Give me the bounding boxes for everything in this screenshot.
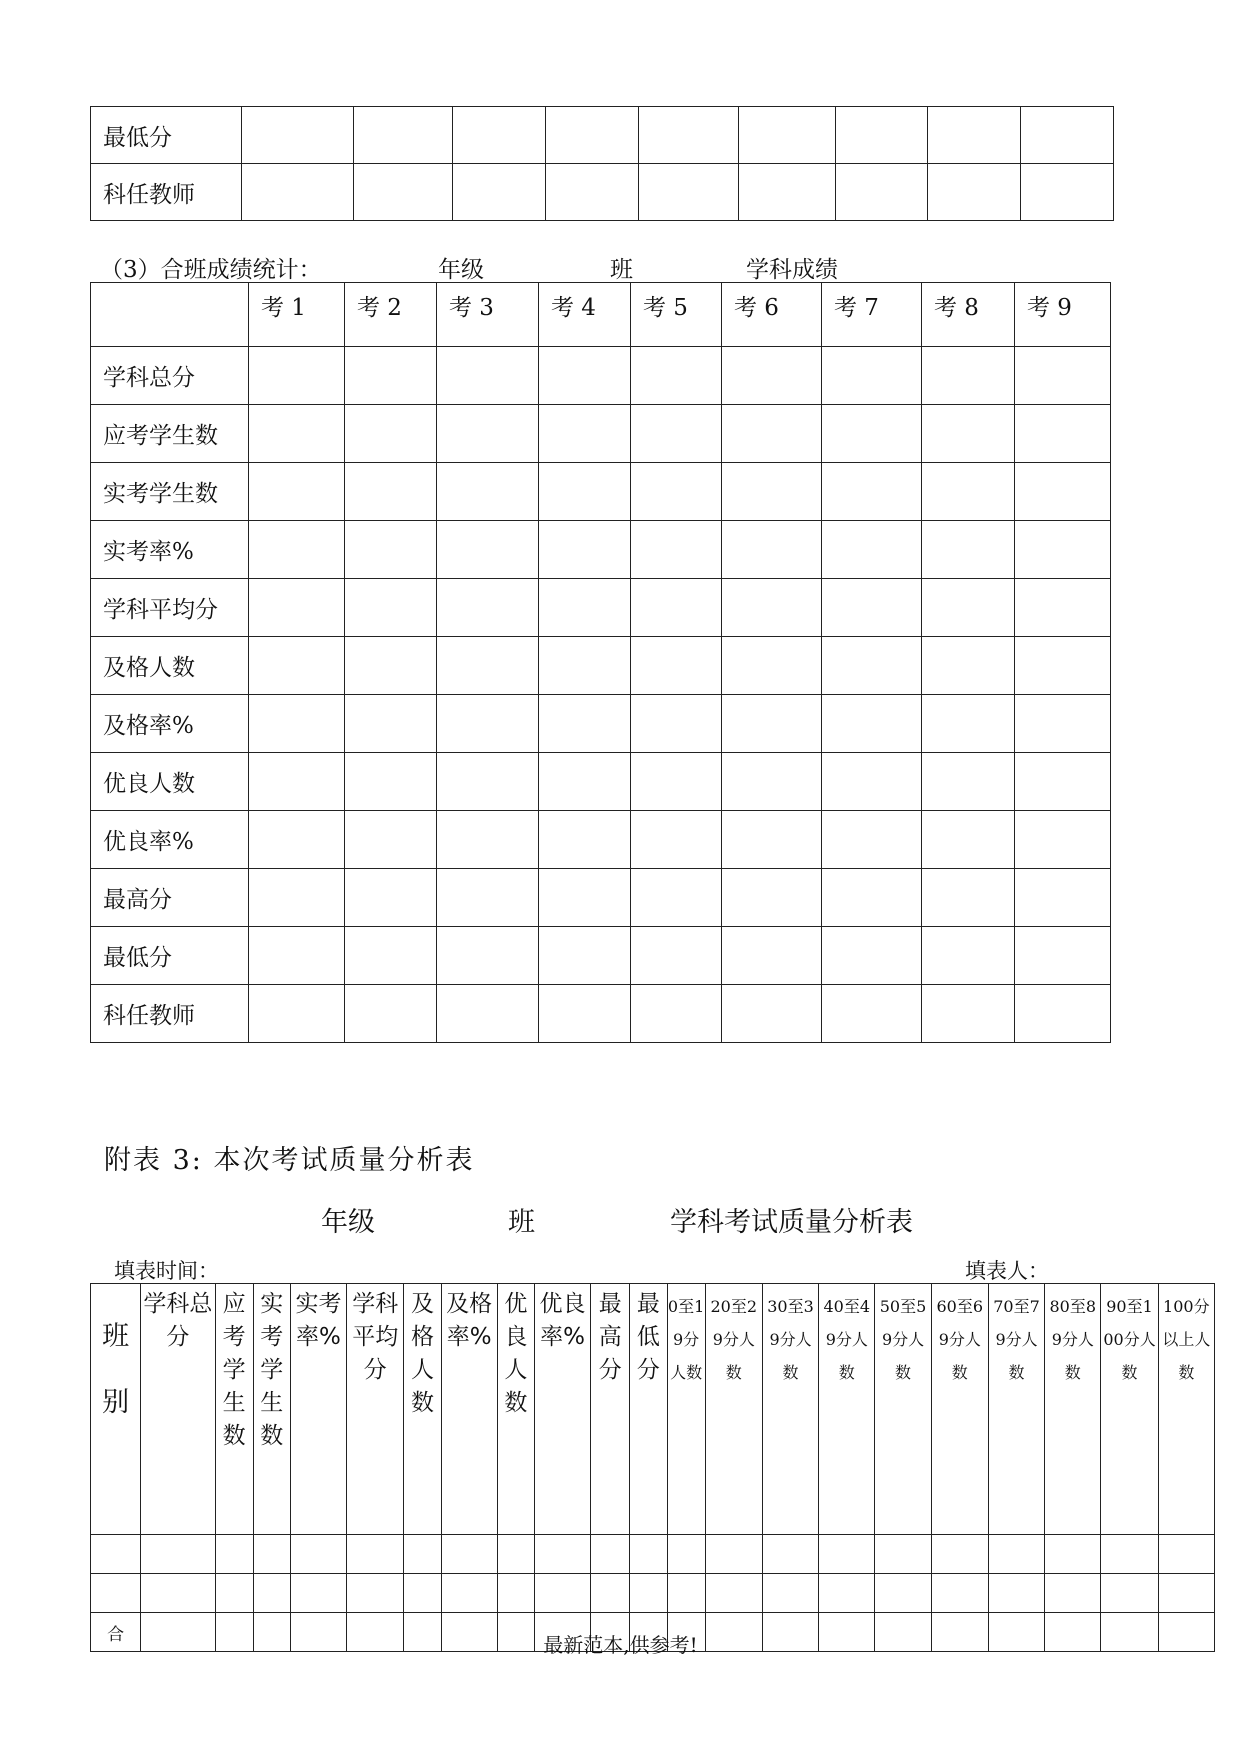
score-range-header: 50至59分人数 <box>875 1284 931 1535</box>
quality-cell[interactable] <box>253 1574 290 1613</box>
stats-cell[interactable] <box>345 463 437 521</box>
stats-cell[interactable] <box>249 927 345 985</box>
exam-header: 考 5 <box>631 283 722 347</box>
score-cell[interactable] <box>545 107 638 164</box>
stats-cell[interactable] <box>631 579 722 637</box>
table-row <box>91 695 1111 753</box>
stats-cell[interactable] <box>631 463 722 521</box>
quality-header: 及格人数 <box>404 1284 441 1535</box>
exam-header: 考 7 <box>822 283 922 347</box>
quality-cell[interactable] <box>667 1574 705 1613</box>
quality-header: 及格率% <box>441 1284 497 1535</box>
score-cell[interactable] <box>738 107 835 164</box>
stats-cell[interactable] <box>631 927 722 985</box>
exam-header: 考 2 <box>345 283 437 347</box>
score-cell[interactable] <box>241 164 353 221</box>
stats-cell[interactable] <box>922 869 1015 927</box>
stats-cell[interactable] <box>822 463 922 521</box>
table-header-row <box>91 283 1111 347</box>
quality-cell[interactable] <box>1045 1535 1101 1574</box>
score-cell[interactable] <box>452 107 545 164</box>
stats-cell[interactable] <box>822 579 922 637</box>
stats-cell[interactable] <box>539 347 631 405</box>
stats-cell[interactable] <box>1015 753 1111 811</box>
quality-class-label: 班 <box>508 1207 535 1238</box>
quality-cell[interactable] <box>762 1535 818 1574</box>
stats-cell[interactable] <box>722 405 822 463</box>
quality-cell[interactable] <box>988 1574 1044 1613</box>
exam-header: 考 3 <box>437 283 539 347</box>
stats-cell[interactable] <box>722 927 822 985</box>
table-row <box>91 579 1111 637</box>
top-score-table <box>90 106 1114 221</box>
stats-cell[interactable] <box>922 347 1015 405</box>
stats-cell[interactable] <box>631 637 722 695</box>
stats-cell[interactable] <box>822 521 922 579</box>
table-row <box>91 753 1111 811</box>
score-range-header: 80至89分人数 <box>1045 1284 1101 1535</box>
stats-cell[interactable] <box>345 695 437 753</box>
score-cell[interactable] <box>835 164 927 221</box>
score-cell[interactable] <box>835 107 927 164</box>
footer-note: 最新范本,供参考! <box>543 1633 698 1657</box>
class-stats-table <box>90 282 1111 1043</box>
quality-cell[interactable] <box>1045 1574 1101 1613</box>
stats-cell[interactable] <box>539 985 631 1043</box>
score-cell[interactable] <box>545 164 638 221</box>
stats-cell[interactable] <box>631 811 722 869</box>
stats-cell[interactable] <box>922 811 1015 869</box>
quality-cell[interactable] <box>404 1535 441 1574</box>
score-cell[interactable] <box>638 164 738 221</box>
corner-cell <box>91 283 249 347</box>
quality-cell[interactable] <box>819 1574 875 1613</box>
table-row <box>91 1574 1215 1613</box>
stats-cell[interactable] <box>249 347 345 405</box>
stats-cell[interactable] <box>722 695 822 753</box>
stats-cell[interactable] <box>249 405 345 463</box>
quality-header: 实考率% <box>290 1284 346 1535</box>
stats-cell[interactable] <box>1015 985 1111 1043</box>
score-range-header: 0至19分人数 <box>667 1284 705 1535</box>
score-cell[interactable] <box>1020 107 1113 164</box>
quality-cell[interactable] <box>705 1535 762 1574</box>
stats-cell[interactable] <box>539 463 631 521</box>
stats-subject-label: 学科成绩 <box>746 257 838 283</box>
stats-cell[interactable] <box>631 985 722 1043</box>
stats-cell[interactable] <box>345 753 437 811</box>
quality-cell[interactable] <box>441 1574 497 1613</box>
exam-header: 考 6 <box>722 283 822 347</box>
score-cell[interactable] <box>738 164 835 221</box>
quality-cell[interactable] <box>591 1535 630 1574</box>
quality-cell[interactable] <box>441 1535 497 1574</box>
quality-cell[interactable] <box>591 1574 630 1613</box>
stats-cell[interactable] <box>631 869 722 927</box>
stats-cell[interactable] <box>722 985 822 1043</box>
exam-header: 考 8 <box>922 283 1015 347</box>
score-cell[interactable] <box>927 164 1020 221</box>
table-row <box>91 107 1114 164</box>
quality-cell[interactable] <box>534 1535 590 1574</box>
quality-cell[interactable] <box>667 1535 705 1574</box>
stats-cell[interactable] <box>345 405 437 463</box>
row-label: 学科总分 <box>91 347 249 405</box>
row-label: 科任教师 <box>91 164 242 221</box>
stats-cell[interactable] <box>249 753 345 811</box>
stats-cell[interactable] <box>922 927 1015 985</box>
stats-cell[interactable] <box>249 695 345 753</box>
table-row <box>91 811 1111 869</box>
stats-cell[interactable] <box>345 927 437 985</box>
stats-cell[interactable] <box>922 463 1015 521</box>
table-row <box>91 869 1111 927</box>
stats-cell[interactable] <box>922 753 1015 811</box>
stats-cell[interactable] <box>822 695 922 753</box>
stats-cell[interactable] <box>345 347 437 405</box>
table-header-row <box>91 1284 1215 1535</box>
quality-cell[interactable] <box>1158 1574 1214 1613</box>
stats-cell[interactable] <box>1015 463 1111 521</box>
stats-cell[interactable] <box>1015 927 1111 985</box>
stats-cell[interactable] <box>249 579 345 637</box>
stats-cell[interactable] <box>249 463 345 521</box>
stats-cell[interactable] <box>249 985 345 1043</box>
score-range-header: 40至49分人数 <box>819 1284 875 1535</box>
stats-cell[interactable] <box>345 869 437 927</box>
quality-cell[interactable] <box>91 1535 141 1574</box>
row-label: 及格人数 <box>91 637 249 695</box>
stats-cell[interactable] <box>631 521 722 579</box>
score-cell[interactable] <box>353 107 452 164</box>
quality-header: 应考学生数 <box>215 1284 253 1535</box>
stats-cell[interactable] <box>1015 347 1111 405</box>
stats-cell[interactable] <box>1015 637 1111 695</box>
stats-cell[interactable] <box>822 347 922 405</box>
quality-cell[interactable] <box>347 1535 404 1574</box>
stats-cell[interactable] <box>822 405 922 463</box>
row-label: 最低分 <box>91 927 249 985</box>
quality-header: 优良率% <box>534 1284 590 1535</box>
stats-cell[interactable] <box>1015 405 1111 463</box>
stats-cell[interactable] <box>822 811 922 869</box>
stats-cell[interactable] <box>722 347 822 405</box>
stats-cell[interactable] <box>1015 811 1111 869</box>
stats-cell[interactable] <box>922 985 1015 1043</box>
stats-cell[interactable] <box>722 463 822 521</box>
row-label: 实考率% <box>91 521 249 579</box>
row-label: 最高分 <box>91 869 249 927</box>
stats-cell[interactable] <box>539 927 631 985</box>
quality-cell[interactable] <box>875 1535 931 1574</box>
stats-cell[interactable] <box>822 927 922 985</box>
stats-cell[interactable] <box>922 405 1015 463</box>
quality-cell[interactable] <box>404 1574 441 1613</box>
stats-cell[interactable] <box>922 579 1015 637</box>
stats-cell[interactable] <box>539 695 631 753</box>
stats-cell[interactable] <box>249 521 345 579</box>
quality-cell[interactable] <box>497 1535 534 1574</box>
quality-header: 最低分 <box>630 1284 667 1535</box>
stats-cell[interactable] <box>345 579 437 637</box>
table-row <box>91 1535 1215 1574</box>
stats-cell[interactable] <box>345 521 437 579</box>
row-label: 优良人数 <box>91 753 249 811</box>
stats-cell[interactable] <box>249 869 345 927</box>
quality-cell[interactable] <box>875 1574 931 1613</box>
stats-cell[interactable] <box>539 753 631 811</box>
stats-cell[interactable] <box>437 869 539 927</box>
quality-cell[interactable] <box>705 1574 762 1613</box>
row-label: 应考学生数 <box>91 405 249 463</box>
row-label: 及格率% <box>91 695 249 753</box>
stats-cell[interactable] <box>631 695 722 753</box>
stats-cell[interactable] <box>539 811 631 869</box>
stats-cell[interactable] <box>822 985 922 1043</box>
stats-cell[interactable] <box>437 579 539 637</box>
quality-cell[interactable] <box>141 1574 215 1613</box>
stats-title-text: （3）合班成绩统计： <box>100 257 322 283</box>
score-range-header: 100分以上人数 <box>1158 1284 1214 1535</box>
score-cell[interactable] <box>241 107 353 164</box>
stats-cell[interactable] <box>437 637 539 695</box>
quality-cell[interactable] <box>819 1535 875 1574</box>
stats-cell[interactable] <box>722 869 822 927</box>
row-label: 最低分 <box>91 107 242 164</box>
row-label: 科任教师 <box>91 985 249 1043</box>
stats-cell[interactable] <box>437 405 539 463</box>
stats-cell[interactable] <box>539 637 631 695</box>
table-row <box>91 927 1111 985</box>
stats-cell[interactable] <box>722 521 822 579</box>
score-cell[interactable] <box>638 107 738 164</box>
stats-cell[interactable] <box>822 869 922 927</box>
quality-cell[interactable] <box>1101 1535 1158 1574</box>
row-label: 学科平均分 <box>91 579 249 637</box>
stats-cell[interactable] <box>631 347 722 405</box>
stats-cell[interactable] <box>437 811 539 869</box>
exam-header: 考 1 <box>249 283 345 347</box>
stats-cell[interactable] <box>922 521 1015 579</box>
row-label: 优良率% <box>91 811 249 869</box>
stats-cell[interactable] <box>1015 869 1111 927</box>
stats-cell[interactable] <box>345 811 437 869</box>
stats-cell[interactable] <box>922 695 1015 753</box>
quality-cell[interactable] <box>215 1574 253 1613</box>
stats-cell[interactable] <box>822 637 922 695</box>
table-row <box>91 985 1111 1043</box>
stats-cell[interactable] <box>345 637 437 695</box>
score-range-header: 90至100分人数 <box>1101 1284 1158 1535</box>
stats-cell[interactable] <box>722 811 822 869</box>
quality-subject-label: 学科考试质量分析表 <box>670 1207 913 1238</box>
exam-header: 考 9 <box>1015 283 1111 347</box>
stats-cell[interactable] <box>539 405 631 463</box>
table-row <box>91 637 1111 695</box>
quality-cell[interactable] <box>215 1535 253 1574</box>
stats-class-label: 班 <box>610 257 633 283</box>
stats-cell[interactable] <box>437 753 539 811</box>
quality-cell[interactable] <box>141 1535 215 1574</box>
score-cell[interactable] <box>452 164 545 221</box>
score-range-header: 30至39分人数 <box>762 1284 818 1535</box>
stats-cell[interactable] <box>539 579 631 637</box>
stats-cell[interactable] <box>631 753 722 811</box>
fill-time-label: 填表时间： <box>114 1259 219 1283</box>
table-row <box>91 164 1114 221</box>
exam-header: 考 4 <box>539 283 631 347</box>
quality-header: 学科平均分 <box>347 1284 404 1535</box>
quality-cell[interactable] <box>253 1535 290 1574</box>
table-row <box>91 347 1111 405</box>
quality-header: 最高分 <box>591 1284 630 1535</box>
stats-cell[interactable] <box>437 347 539 405</box>
quality-header: 学科总分 <box>141 1284 215 1535</box>
table-row <box>91 521 1111 579</box>
class-header: 班别 <box>91 1284 141 1535</box>
stats-cell[interactable] <box>345 985 437 1043</box>
quality-analysis-table <box>90 1283 1215 1652</box>
score-cell[interactable] <box>927 107 1020 164</box>
stats-cell[interactable] <box>249 637 345 695</box>
stats-cell[interactable] <box>1015 521 1111 579</box>
stats-cell[interactable] <box>539 521 631 579</box>
score-cell[interactable] <box>1020 164 1113 221</box>
table-row <box>91 463 1111 521</box>
stats-grade-label: 年级 <box>438 257 484 283</box>
score-cell[interactable] <box>353 164 452 221</box>
quality-cell[interactable] <box>630 1535 667 1574</box>
stats-cell[interactable] <box>722 637 822 695</box>
stats-cell[interactable] <box>1015 579 1111 637</box>
stats-cell[interactable] <box>437 985 539 1043</box>
stats-cell[interactable] <box>722 753 822 811</box>
row-label: 实考学生数 <box>91 463 249 521</box>
quality-cell[interactable] <box>347 1574 404 1613</box>
stats-cell[interactable] <box>539 869 631 927</box>
quality-cell[interactable] <box>290 1574 346 1613</box>
quality-header: 实考学生数 <box>253 1284 290 1535</box>
stats-cell[interactable] <box>437 463 539 521</box>
quality-cell[interactable] <box>630 1574 667 1613</box>
quality-cell[interactable] <box>762 1574 818 1613</box>
table-row <box>91 405 1111 463</box>
stats-cell[interactable] <box>437 695 539 753</box>
filler-label: 填表人： <box>965 1259 1049 1283</box>
quality-cell[interactable] <box>931 1574 988 1613</box>
stats-cell[interactable] <box>437 927 539 985</box>
stats-cell[interactable] <box>1015 695 1111 753</box>
quality-cell[interactable] <box>497 1574 534 1613</box>
quality-cell[interactable] <box>931 1535 988 1574</box>
stats-cell[interactable] <box>722 579 822 637</box>
score-range-header: 70至79分人数 <box>988 1284 1044 1535</box>
stats-cell[interactable] <box>822 753 922 811</box>
stats-cell[interactable] <box>631 405 722 463</box>
quality-cell[interactable] <box>290 1535 346 1574</box>
stats-cell[interactable] <box>437 521 539 579</box>
stats-cell[interactable] <box>922 637 1015 695</box>
quality-cell[interactable] <box>1158 1535 1214 1574</box>
total-label: 合 <box>91 1613 141 1652</box>
quality-grade-label: 年级 <box>321 1207 375 1238</box>
score-range-header: 60至69分人数 <box>931 1284 988 1535</box>
score-range-header: 20至29分人数 <box>705 1284 762 1535</box>
appendix-title: 附表 3: 本次考试质量分析表 <box>104 1145 475 1176</box>
quality-cell[interactable] <box>988 1535 1044 1574</box>
quality-cell[interactable] <box>1101 1574 1158 1613</box>
quality-header: 优良人数 <box>497 1284 534 1535</box>
quality-cell[interactable] <box>534 1574 590 1613</box>
stats-cell[interactable] <box>249 811 345 869</box>
quality-cell[interactable] <box>91 1574 141 1613</box>
